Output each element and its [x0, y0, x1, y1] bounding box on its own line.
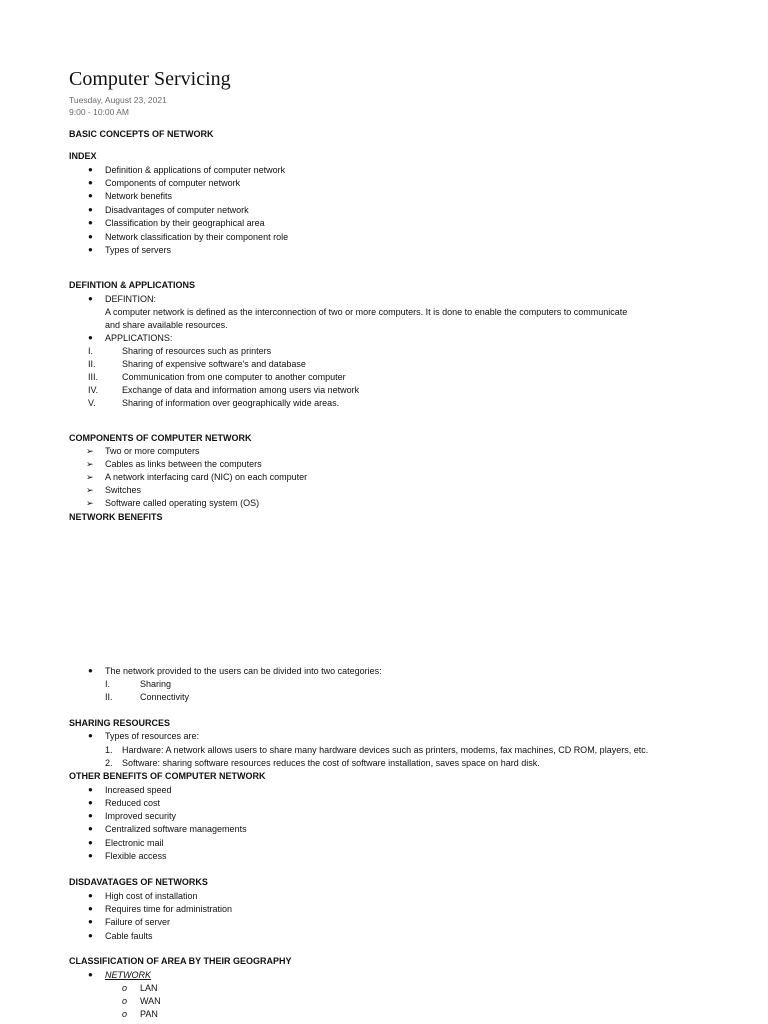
index-item: Components of computer network	[105, 178, 241, 188]
bullet-icon: ●	[88, 294, 93, 303]
classification-heading: CLASSIFICATION OF AREA BY THEIR GEOGRAPHY	[69, 956, 292, 966]
benefit-item: Flexible access	[105, 851, 167, 861]
applications-label: APPLICATIONS:	[105, 333, 173, 343]
bullet-icon: ●	[88, 333, 93, 342]
disadvantage-item: High cost of installation	[105, 891, 198, 901]
sharing-item: Software: sharing software resources reduces the cost of software installation, saves space on hard disk.	[122, 758, 540, 768]
bullet-icon: ●	[88, 798, 93, 807]
bullet-icon: ●	[88, 904, 93, 913]
definition-label: DEFINTION:	[105, 294, 156, 304]
bullet-icon: ●	[88, 785, 93, 794]
network-type: LAN	[140, 983, 158, 993]
index-item: Classification by their geographical area	[105, 218, 265, 228]
index-item: Types of servers	[105, 245, 172, 255]
bullet-icon: ●	[88, 205, 93, 214]
benefit-category: Sharing	[140, 679, 172, 689]
definition-heading: DEFINTION & APPLICATIONS	[69, 280, 195, 290]
bullet-icon: ●	[88, 931, 93, 940]
list-number: II.	[88, 359, 96, 369]
component-item: Software called operating system (OS)	[105, 498, 260, 508]
network-type: WAN	[140, 996, 161, 1006]
network-type: PAN	[140, 1009, 158, 1019]
benefits-intro: The network provided to the users can be divided into two categories:	[105, 666, 382, 676]
disadvantage-item: Failure of server	[105, 917, 171, 927]
index-item: Disadvantages of computer network	[105, 205, 249, 215]
basic-concepts-heading: BASIC CONCEPTS OF NETWORK	[69, 129, 214, 139]
application-item: Sharing of expensive software's and database	[122, 359, 306, 369]
bullet-icon: ●	[88, 811, 93, 820]
disadvantage-item: Cable faults	[105, 931, 153, 941]
arrow-bullet-icon: ➢	[86, 472, 94, 482]
arrow-bullet-icon: ➢	[86, 459, 94, 469]
list-number: 1.	[105, 745, 113, 755]
other-benefits-heading: OTHER BENEFITS OF COMPUTER NETWORK	[69, 771, 266, 781]
sharing-intro: Types of resources are:	[105, 731, 200, 741]
application-item: Sharing of information over geographically wide areas.	[122, 398, 340, 408]
circle-bullet-icon: o	[122, 1009, 128, 1019]
list-number: III.	[88, 372, 99, 382]
bullet-icon: ●	[88, 731, 93, 740]
bullet-icon: ●	[88, 824, 93, 833]
index-item: Network classification by their component role	[105, 232, 289, 242]
application-item: Exchange of data and information among users via network	[122, 385, 360, 395]
arrow-bullet-icon: ➢	[86, 446, 94, 456]
sharing-item: Hardware: A network allows users to share many hardware devices such as printers, modems, fax machines, CD ROM, players, etc.	[122, 745, 649, 755]
application-item: Communication from one computer to another computer	[122, 372, 346, 382]
list-number: IV.	[88, 385, 99, 395]
benefits-heading: NETWORK BENEFITS	[69, 512, 163, 522]
page-date: Tuesday, August 23, 2021	[69, 95, 167, 105]
arrow-bullet-icon: ➢	[86, 485, 94, 495]
components-heading: COMPONENTS OF COMPUTER NETWORK	[69, 433, 252, 443]
bullet-icon: ●	[88, 666, 93, 675]
component-item: Switches	[105, 485, 142, 495]
index-heading: INDEX	[69, 151, 97, 161]
bullet-icon: ●	[88, 891, 93, 900]
disadvantages-heading: DISDAVATAGES OF NETWORKS	[69, 877, 208, 887]
page-title: Computer Servicing	[69, 68, 231, 90]
bullet-icon: ●	[88, 970, 93, 979]
bullet-icon: ●	[88, 245, 93, 254]
bullet-icon: ●	[88, 917, 93, 926]
list-number: 2.	[105, 758, 113, 768]
list-number: II.	[105, 692, 113, 702]
component-item: Two or more computers	[105, 446, 200, 456]
network-label: NETWORK	[105, 970, 151, 980]
benefit-item: Reduced cost	[105, 798, 161, 808]
definition-text: A computer network is defined as the interconnection of two or more computers. It is done to enable the computers to communicate	[105, 307, 628, 317]
definition-text: and share available resources.	[105, 320, 228, 330]
bullet-icon: ●	[88, 838, 93, 847]
disadvantage-item: Requires time for administration	[105, 904, 233, 914]
circle-bullet-icon: o	[122, 996, 128, 1006]
benefit-category: Connectivity	[140, 692, 190, 702]
list-number: I.	[105, 679, 111, 689]
component-item: A network interfacing card (NIC) on each computer	[105, 472, 308, 482]
page-time: 9:00 - 10:00 AM	[69, 107, 130, 117]
index-item: Network benefits	[105, 191, 173, 201]
component-item: Cables as links between the computers	[105, 459, 262, 469]
bullet-icon: ●	[88, 165, 93, 174]
arrow-bullet-icon: ➢	[86, 498, 94, 508]
bullet-icon: ●	[88, 178, 93, 187]
application-item: Sharing of resources such as printers	[122, 346, 272, 356]
benefit-item: Improved security	[105, 811, 177, 821]
bullet-icon: ●	[88, 851, 93, 860]
bullet-icon: ●	[88, 218, 93, 227]
bullet-icon: ●	[88, 191, 93, 200]
bullet-icon: ●	[88, 232, 93, 241]
sharing-heading: SHARING RESOURCES	[69, 718, 171, 728]
benefit-item: Increased speed	[105, 785, 172, 795]
circle-bullet-icon: o	[122, 983, 128, 993]
list-number: I.	[88, 346, 94, 356]
index-item: Definition & applications of computer network	[105, 165, 286, 175]
list-number: V.	[88, 398, 96, 408]
benefit-item: Electronic mail	[105, 838, 164, 848]
benefit-item: Centralized software managements	[105, 824, 247, 834]
